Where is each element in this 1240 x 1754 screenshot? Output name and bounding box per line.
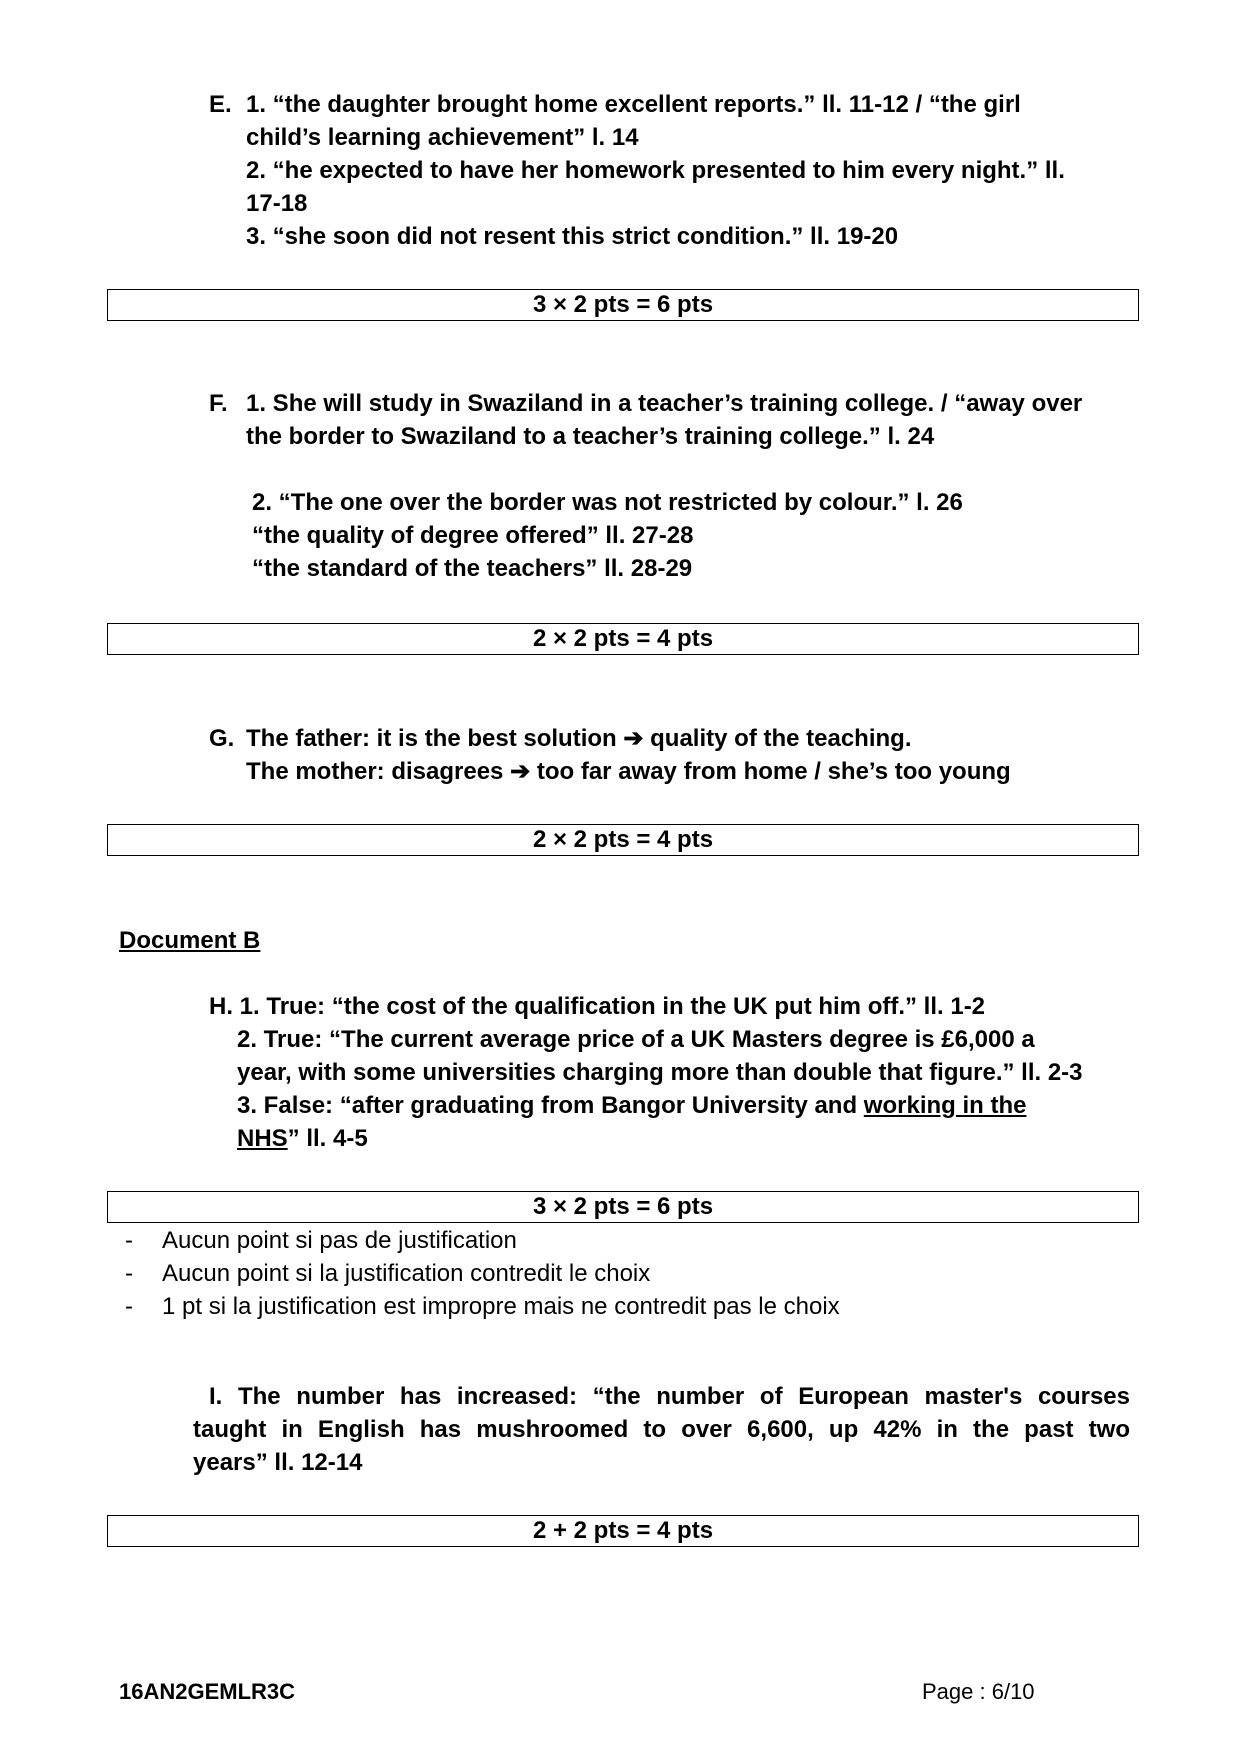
section-h-underlined-nhs: NHS	[237, 1125, 288, 1152]
section-e-line-1: 1. “the daughter brought home excellent reports.” ll. 11-12 / “the girl	[246, 91, 1021, 118]
section-h-line-3: year, with some universities charging more than double that figure.” ll. 2-3	[237, 1059, 1083, 1086]
section-f-line-1: 1. She will study in Swaziland in a teacher’s training college. / “away over	[246, 390, 1083, 417]
page-number: Page : 6/10	[922, 1679, 1035, 1704]
section-h-line-4-text: 3. False: “after graduating from Bangor University and	[237, 1092, 864, 1119]
section-f-line-2: the border to Swaziland to a teacher’s training college.” l. 24	[246, 423, 935, 450]
section-g-mother-line	[246, 755, 1011, 788]
father-result: quality of the teaching.	[650, 725, 912, 752]
section-f-line-4: “the quality of degree offered” ll. 27-28	[252, 522, 694, 549]
section-f-letter: F.	[209, 390, 228, 417]
section-h-line-2: 2. True: “The current average price of a UK Masters degree is £6,000 a	[237, 1026, 1035, 1053]
dash-bullet: -	[125, 1260, 133, 1287]
dash-bullet: -	[125, 1227, 133, 1254]
document-b-heading: Document B	[119, 927, 261, 954]
arrow-icon: ➔	[623, 725, 644, 752]
section-f-line-3: 2. “The one over the border was not restricted by colour.” l. 26	[252, 489, 963, 516]
section-h-line-4	[237, 1089, 1026, 1122]
section-e-line-2: child’s learning achievement” l. 14	[246, 124, 639, 151]
scoring-note-text: Aucun point si pas de justification	[162, 1227, 517, 1254]
arrow-icon: ➔	[510, 758, 531, 785]
section-i-line-2: taught in English has mushroomed to over 6,600, up 42% in the past two	[193, 1416, 1130, 1443]
section-i	[193, 1380, 1130, 1479]
section-f-line-5: “the standard of the teachers” ll. 28-29	[252, 555, 693, 582]
section-g-letter: G.	[209, 725, 235, 752]
section-h-line-5	[237, 1122, 368, 1155]
scoring-note-1	[125, 1224, 517, 1257]
scoring-note-text: Aucun point si la justification contredit le choix	[162, 1260, 651, 1287]
section-g-father-line	[246, 722, 912, 755]
scoring-note-text: 1 pt si la justification est impropre mais ne contredit pas le choix	[162, 1293, 840, 1320]
section-e-line-4: 17-18	[246, 190, 308, 217]
document-code: 16AN2GEMLR3C	[119, 1679, 296, 1704]
section-i-line-1: I. The number has increased: “the number of European master's courses	[209, 1383, 1130, 1410]
section-e-letter: E.	[209, 91, 232, 118]
section-h-line-1: H. 1. True: “the cost of the qualification in the UK put him off.” ll. 1-2	[209, 993, 986, 1020]
section-i-points-box: 2 + 2 pts = 4 pts	[107, 1515, 1139, 1547]
section-f-points-box: 2 × 2 pts = 4 pts	[107, 623, 1139, 655]
section-e-line-3: 2. “he expected to have her homework presented to him every night.” ll.	[246, 157, 1065, 184]
section-g-points-box: 2 × 2 pts = 4 pts	[107, 824, 1139, 856]
section-h-underlined-text: working in the	[863, 1092, 1027, 1119]
mother-result: too far away from home / she’s too young	[536, 758, 1011, 785]
dash-bullet: -	[125, 1293, 133, 1320]
scoring-note-3	[125, 1290, 840, 1323]
scoring-note-2	[125, 1257, 650, 1290]
section-h-line-5-text: ” ll. 4-5	[287, 1125, 368, 1152]
father-label: The father: it is the best solution	[246, 725, 617, 752]
section-i-line-3: years” ll. 12-14	[193, 1449, 363, 1476]
mother-label: The mother: disagrees	[246, 758, 504, 785]
section-e-line-5: 3. “she soon did not resent this strict condition.” ll. 19-20	[246, 223, 899, 250]
section-e-points-box: 3 × 2 pts = 6 pts	[107, 289, 1139, 321]
section-h-points-box: 3 × 2 pts = 6 pts	[107, 1191, 1139, 1223]
